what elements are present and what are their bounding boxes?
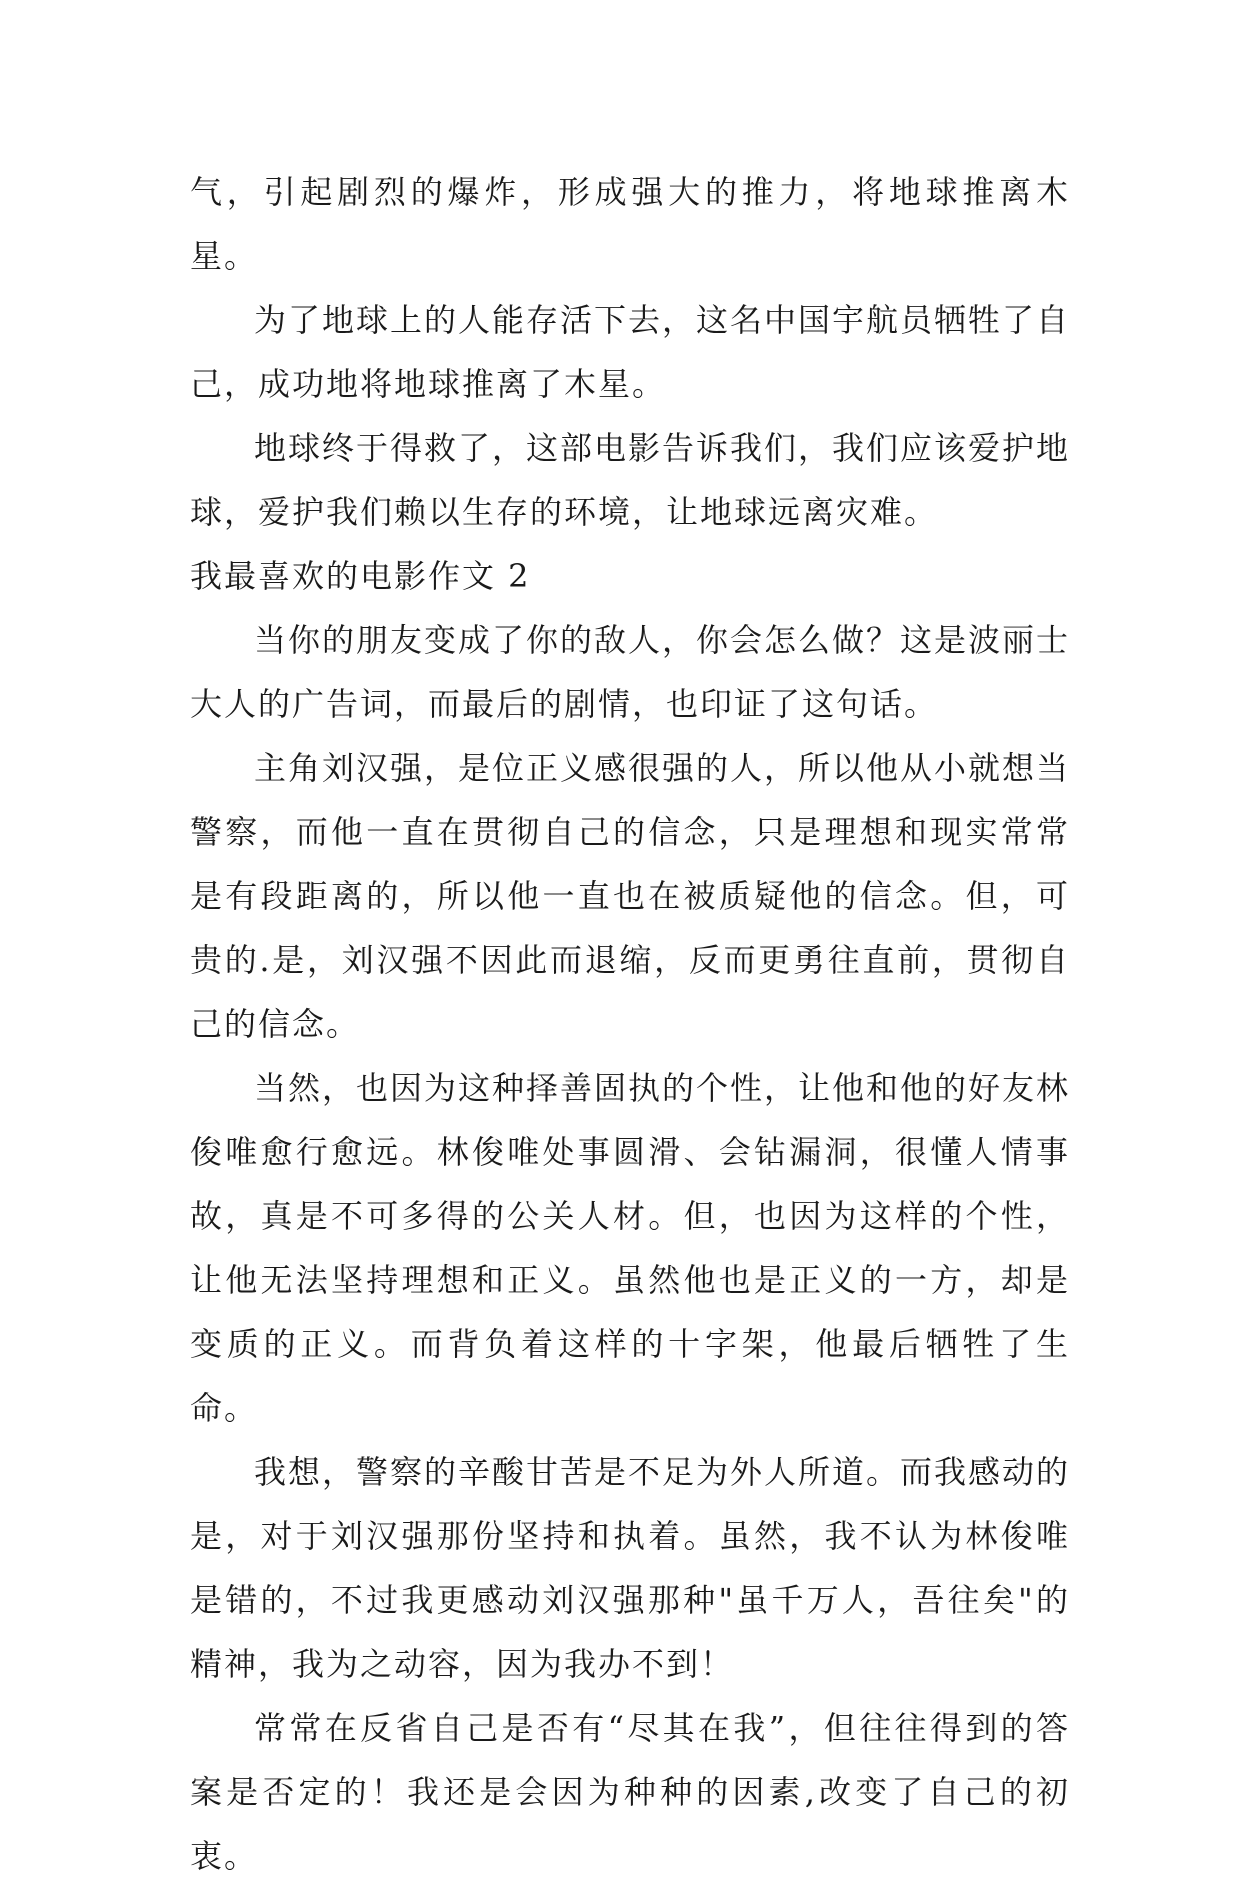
paragraph: 地球终于得救了，这部电影告诉我们，我们应该爱护地球，爱护我们赖以生存的环境，让地球远离灾难。 — [190, 429, 1071, 531]
paragraph: 主角刘汉强，是位正义感很强的人，所以他从小就想当警察，而他一直在贯彻自己的信念，只是理想和现实常常是有段距离的，所以他一直也在被质疑他的信念。但，可贵的.是，刘汉强不因此而退缩，反而更勇往直前，贯彻自己的信念。 — [190, 749, 1071, 1043]
document-body — [190, 160, 1070, 1888]
paragraph: 当你的朋友变成了你的敌人，你会怎么做？这是波丽士大人的广告词，而最后的剧情，也印证了这句话。 — [190, 621, 1071, 723]
paragraph: 我想，警察的辛酸甘苦是不足为外人所道。而我感动的是，对于刘汉强那份坚持和执着。虽然，我不认为林俊唯是错的，不过我更感动刘汉强那种"虽千万人，吾往矣"的精神，我为之动容，因为我办不到！ — [190, 1453, 1071, 1683]
paragraph: 当然，也因为这种择善固执的个性，让他和他的好友林俊唯愈行愈远。林俊唯处事圆滑、会钻漏洞，很懂人情事故，真是不可多得的公关人材。但，也因为这样的个性，让他无法坚持理想和正义。虽然他也是正义的一方，却是变质的正义。而背负着这样的十字架，他最后牺牲了生命。 — [190, 1069, 1071, 1427]
paragraph: 气，引起剧烈的爆炸，形成强大的推力，将地球推离木星。 — [190, 173, 1070, 275]
paragraph: 为了地球上的人能存活下去，这名中国宇航员牺牲了自己，成功地将地球推离了木星。 — [190, 301, 1071, 403]
section-title: 我最喜欢的电影作文 2 — [190, 557, 531, 595]
paragraph: 常常在反省自己是否有“尽其在我”，但往往得到的答案是否定的！我还是会因为种种的因素,改变了自己的初衷。 — [190, 1709, 1070, 1875]
